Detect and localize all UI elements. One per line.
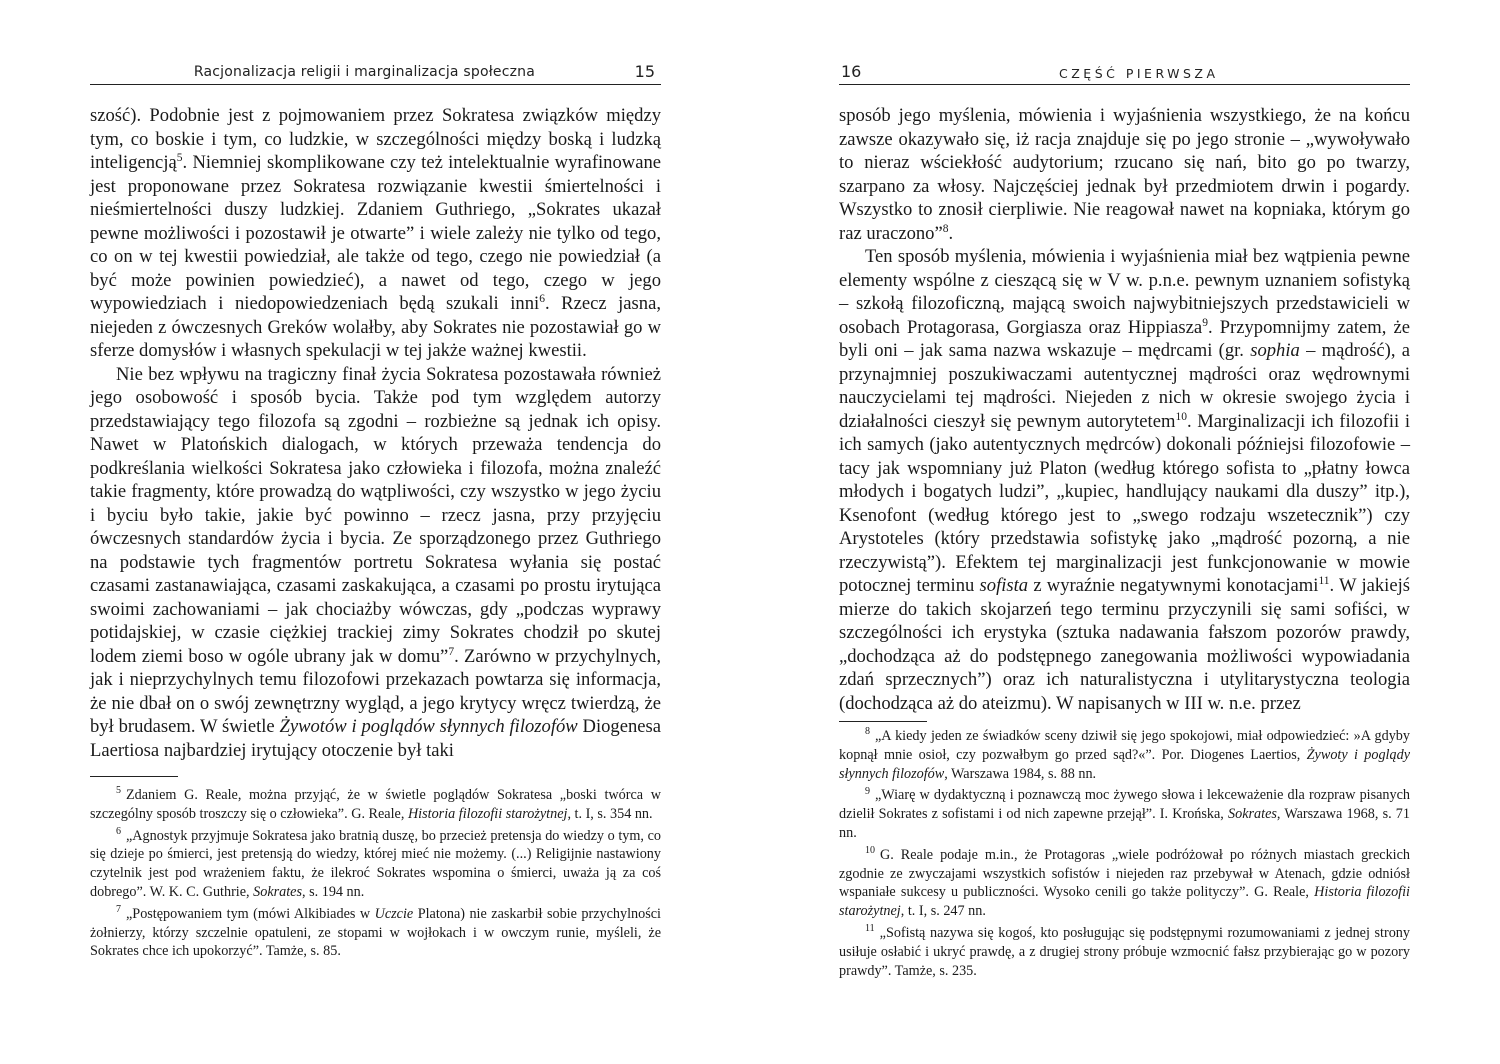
text-run: , Warszawa 1984, s. 88 nn. bbox=[944, 765, 1097, 782]
footnote-number: 8 bbox=[865, 726, 870, 738]
footnote-reference: 8 bbox=[942, 222, 949, 235]
text-run: Nie bez wpływu na tragiczny finał życia Sokratesa pozostawała również jego osobowość i sposób bycia. Także pod tym względem autorzy przedstawiający tego filozofa są zgodni – rozbieżne są jednak ich opisy. Nawet w Platońskich dialogach, w których przeważa tendencja do podkreślania wielkości Sokratesa jako człowieka i filozofa, można znaleźć takie fragmenty, które prowadzą do wątpliwości, czy wszystko w jego życiu i byciu było takie, jakie być powinno – rzecz jasna, przy przyjęciu ówczesnych standardów życia i bycia. Ze sporządzonego przez Guthriego na podstawie tych fragmentów portretu Sokratesa wyłania się postać czasami zastanawiająca, czasami zaskakująca, a czasami po prostu irytująca swoimi zachowaniami – jak chociażby wówczas, gdy „podczas wyprawy potidajskiej, w czasie ciężkiej trackiej zimy Sokrates chodził po skutej lodem ziemi boso w ogóle ubrany jak w domu” bbox=[90, 363, 661, 667]
italic-text: sophia bbox=[1250, 340, 1300, 361]
text-run: „Wiarę w dydaktyczną i poznawczą moc żywego słowa i lekceważenie dla rozpraw pisanych dzielił Sokrates z sofistami i od nich zapewne przejął”. I. Krońska, bbox=[839, 787, 1410, 823]
text-run: Zdaniem G. Reale, można przyjąć, że w świetle poglądów Sokratesa „boski twórca w szczególny sposób troszczy się o człowieka”. G. Reale, bbox=[90, 787, 661, 822]
page-number: 16 bbox=[841, 62, 862, 81]
left-page-header bbox=[90, 62, 661, 85]
italic-text: Żywoty i poglądy słynnych filozofów bbox=[839, 746, 1410, 782]
italic-text: Żywotów i poglądów słynnych filozofów bbox=[279, 716, 578, 737]
body-text bbox=[839, 104, 1410, 715]
footnote-number: 6 bbox=[116, 825, 121, 837]
text-run: szość). Podobnie jest z pojmowaniem przez Sokratesa związków między tym, co boskie i tym, co ludzkie, w szczególności między boską i ludzką inteligencją bbox=[90, 105, 661, 173]
paragraph bbox=[90, 363, 661, 763]
footnote bbox=[839, 727, 1410, 783]
paragraph bbox=[90, 104, 661, 363]
footnote-reference: 10 bbox=[1175, 410, 1187, 423]
footnote bbox=[90, 786, 661, 824]
text-run: , Warszawa 1968, s. 71 nn. bbox=[839, 806, 1410, 841]
text-run: , t. I, s. 247 nn. bbox=[900, 903, 986, 920]
text-run: „Postępowaniem tym (mówi Alkibiades w bbox=[126, 905, 375, 922]
text-run: Ten sposób myślenia, mówienia i wyjaśnienia miał bez wątpienia pewne elementy wspólne z cieszącą się w V w. p.n.e. pewnym uznaniem sofistyką – szkołą filozoficzną, mającą swoich najwybitniejszych przedstawicieli w osobach Protagorasa, Gorgiasza oraz Hippiasza bbox=[839, 246, 1410, 338]
footnote bbox=[839, 924, 1410, 980]
text-run: . bbox=[948, 222, 954, 244]
text-run: „Agnostyk przyjmuje Sokratesa jako bratnią duszę, bo przecież pretensja do wiedzy o tym, co się dzieje po śmierci, jest pretensją do wiedzy, której mieć nie możemy. (...) Religijnie nastawiony czytelnik jest pod wrażeniem faktu, że ilekroć Sokrates wspomina o śmierci, uważa ją za coś dobrego”. W. K. C. Guthrie, bbox=[90, 827, 661, 900]
footnote-number: 11 bbox=[865, 923, 875, 935]
footnote bbox=[839, 786, 1410, 842]
running-title: CZĘŚĆ PIERWSZA bbox=[1059, 66, 1219, 81]
footnote-separator bbox=[839, 721, 927, 722]
footnote-number: 7 bbox=[116, 904, 121, 916]
italic-text: Sokrates bbox=[1228, 806, 1277, 823]
text-run: . Przypomnijmy zatem, że byli oni – jak sama nazwa wskazuje – mędrcami (gr. bbox=[839, 316, 1411, 361]
footnote-number: 10 bbox=[865, 845, 875, 857]
text-run: „Sofistą nazywa się kogoś, kto posługując się podstępnymi rozumowaniami z jednej strony usiłuje osłabić i ukryć prawdę, a z drugiej strony próbuje wzmocnić fałsz przybierając go w pozory prawdy”. Tamże, s. 235. bbox=[839, 924, 1410, 979]
text-run: . W jakiejś mierze do takich skojarzeń tego terminu przyczynili się sami sofiści, w szczególności ich erystyka (sztuka nadawania fałszom pozorów prawdy, „dochodząca aż do podstępnego zanegowania możliwości wypowiadania zdań sprzecznych”) oraz ich naturalistyczna i utylitarystyczna teologia (dochodząca aż do ateizmu). W napisanych w III w. n.e. przez bbox=[839, 575, 1410, 714]
right-page bbox=[839, 0, 1410, 1064]
text-run: „A kiedy jeden ze świadków sceny dziwił się jego spokojowi, miał odpowiedzieć: »A gdyby kopnął mnie osioł, czy pozwałbym go przed sąd?«”. Por. Diogenes Laertios, bbox=[839, 728, 1410, 763]
italic-text: Historia filozofii starożytnej bbox=[839, 884, 1410, 920]
body-text bbox=[90, 104, 661, 762]
text-run: z wyraźnie negatywnymi konotacjami bbox=[1028, 575, 1319, 596]
italic-text: Uczcie bbox=[374, 905, 414, 922]
page-number: 15 bbox=[634, 62, 655, 81]
italic-text: Sokrates bbox=[253, 883, 303, 900]
paragraph bbox=[839, 104, 1410, 245]
footnote-number: 9 bbox=[865, 785, 870, 797]
text-run: . Zarówno w przychylnych, jak i nieprzychylnych temu filozofowi przekazach powtarza się informacja, że nie dbał on o swój zewnętrzny wygląd, a jego krytycy wręcz twierdzą, że był brudasem. W świetle bbox=[90, 645, 661, 737]
left-page bbox=[90, 0, 661, 1064]
footnote bbox=[839, 846, 1410, 921]
right-page-header bbox=[839, 62, 1410, 85]
italic-text: Historia filozofii starożytnej bbox=[407, 805, 568, 822]
footnotes bbox=[90, 786, 661, 964]
paragraph bbox=[839, 245, 1410, 715]
footnote-reference: 11 bbox=[1318, 574, 1330, 587]
footnote-reference: 5 bbox=[176, 151, 183, 164]
text-run: . Niemniej skomplikowane czy też intelektualnie wyrafinowane jest proponowane przez Sokratesa rozwiązanie kwestii śmiertelności i nieśmiertelności duszy ludzkiej. Zdaniem Guthriego, „Sokrates ukazał pewne możliwości i pozostawił je otwarte” i wiele zależy nie tylko od tego, co on w tej kwestii powiedział, ale także od tego, czego nie powiedział (a być może powinien powiedzieć), a nawet od tego, czego w jego wypowiedziach i niedopowiedzeniach będą szukali inni bbox=[90, 152, 661, 314]
text-run: , t. I, s. 354 nn. bbox=[567, 805, 653, 822]
text-run: , s. 194 nn. bbox=[302, 883, 365, 900]
running-title: Racjonalizacja religii i marginalizacja społeczna bbox=[193, 64, 535, 80]
footnotes bbox=[839, 727, 1410, 983]
text-run: Platona) nie zaskarbił sobie przychylności żołnierzy, którzy szczelnie opatuleni, ze stopami w wojłokach i w owczym runie, myśleli, że Sokrates chce ich upokorzyć”. Tamże, s. 85. bbox=[90, 905, 661, 960]
footnote-number: 5 bbox=[116, 785, 121, 797]
footnote bbox=[90, 905, 661, 961]
footnote bbox=[90, 827, 661, 902]
text-run: G. Reale podaje m.in., że Protagoras „wiele podróżował po różnych miastach greckich zgodnie ze zwyczajami wszystkich sofistów i niejeden raz przebywał w Atenach, gdzie odniósł wspaniałe sukcesy u publiczności. Wysoko cenili go także polityczy”. G. Reale, bbox=[839, 846, 1410, 901]
text-run: . Marginalizacji ich filozofii i ich samych (jako autentycznych mędrców) dokonali późniejsi filozofowie – tacy jak wspomniany już Platon (według którego sofista to „płatny łowca młodych i bogatych ludzi”, „kupiec, handlujący naukami dla duszy” itp.), Ksenofont (według którego jest to „swego rodzaju wszetecznik”) czy Arystoteles (który przedstawia sofistykę jako „mądrość pozorną, a nie rzeczywistą”). Efektem tej marginalizacji jest funkcjonowanie w mowie potocznej terminu bbox=[839, 410, 1410, 596]
italic-text: sofista bbox=[979, 575, 1029, 596]
footnote-reference: 9 bbox=[1202, 316, 1208, 329]
text-run: – mądrość), a przynajmniej poszukiwaczami autentycznej mądrości oraz wędrownymi nauczycielami tej mądrości. Niejeden z nich w okresie swojego życia i działalności cieszył się pewnym autorytetem bbox=[839, 340, 1411, 432]
footnote-reference: 7 bbox=[448, 645, 455, 658]
text-run: sposób jego myślenia, mówienia i wyjaśnienia wszystkiego, że na końcu zawsze okazywało się, iż racja znajduje się po jego stronie – „wywoływało to nieraz wściekłość audytorium; rzucano się nań, bito go po twarzy, szarpano za włosy. Najczęściej jednak był przedmiotem drwin i pogardy. Wszystko to znosił cierpliwie. Nie reagował nawet na kopniaka, którym go raz uraczono” bbox=[839, 105, 1410, 244]
text-run: Diogenesa Laertiosa najbardziej irytujący otoczenie był taki bbox=[90, 716, 661, 761]
text-run: . Rzecz jasna, niejeden z ówczesnych Greków wolałby, aby Sokrates nie pozostawiał go w sferze domysłów i własnych spekulacji w tej jakże ważnej kwestii. bbox=[90, 293, 661, 361]
footnote-separator bbox=[90, 776, 178, 777]
footnote-reference: 6 bbox=[539, 292, 545, 305]
